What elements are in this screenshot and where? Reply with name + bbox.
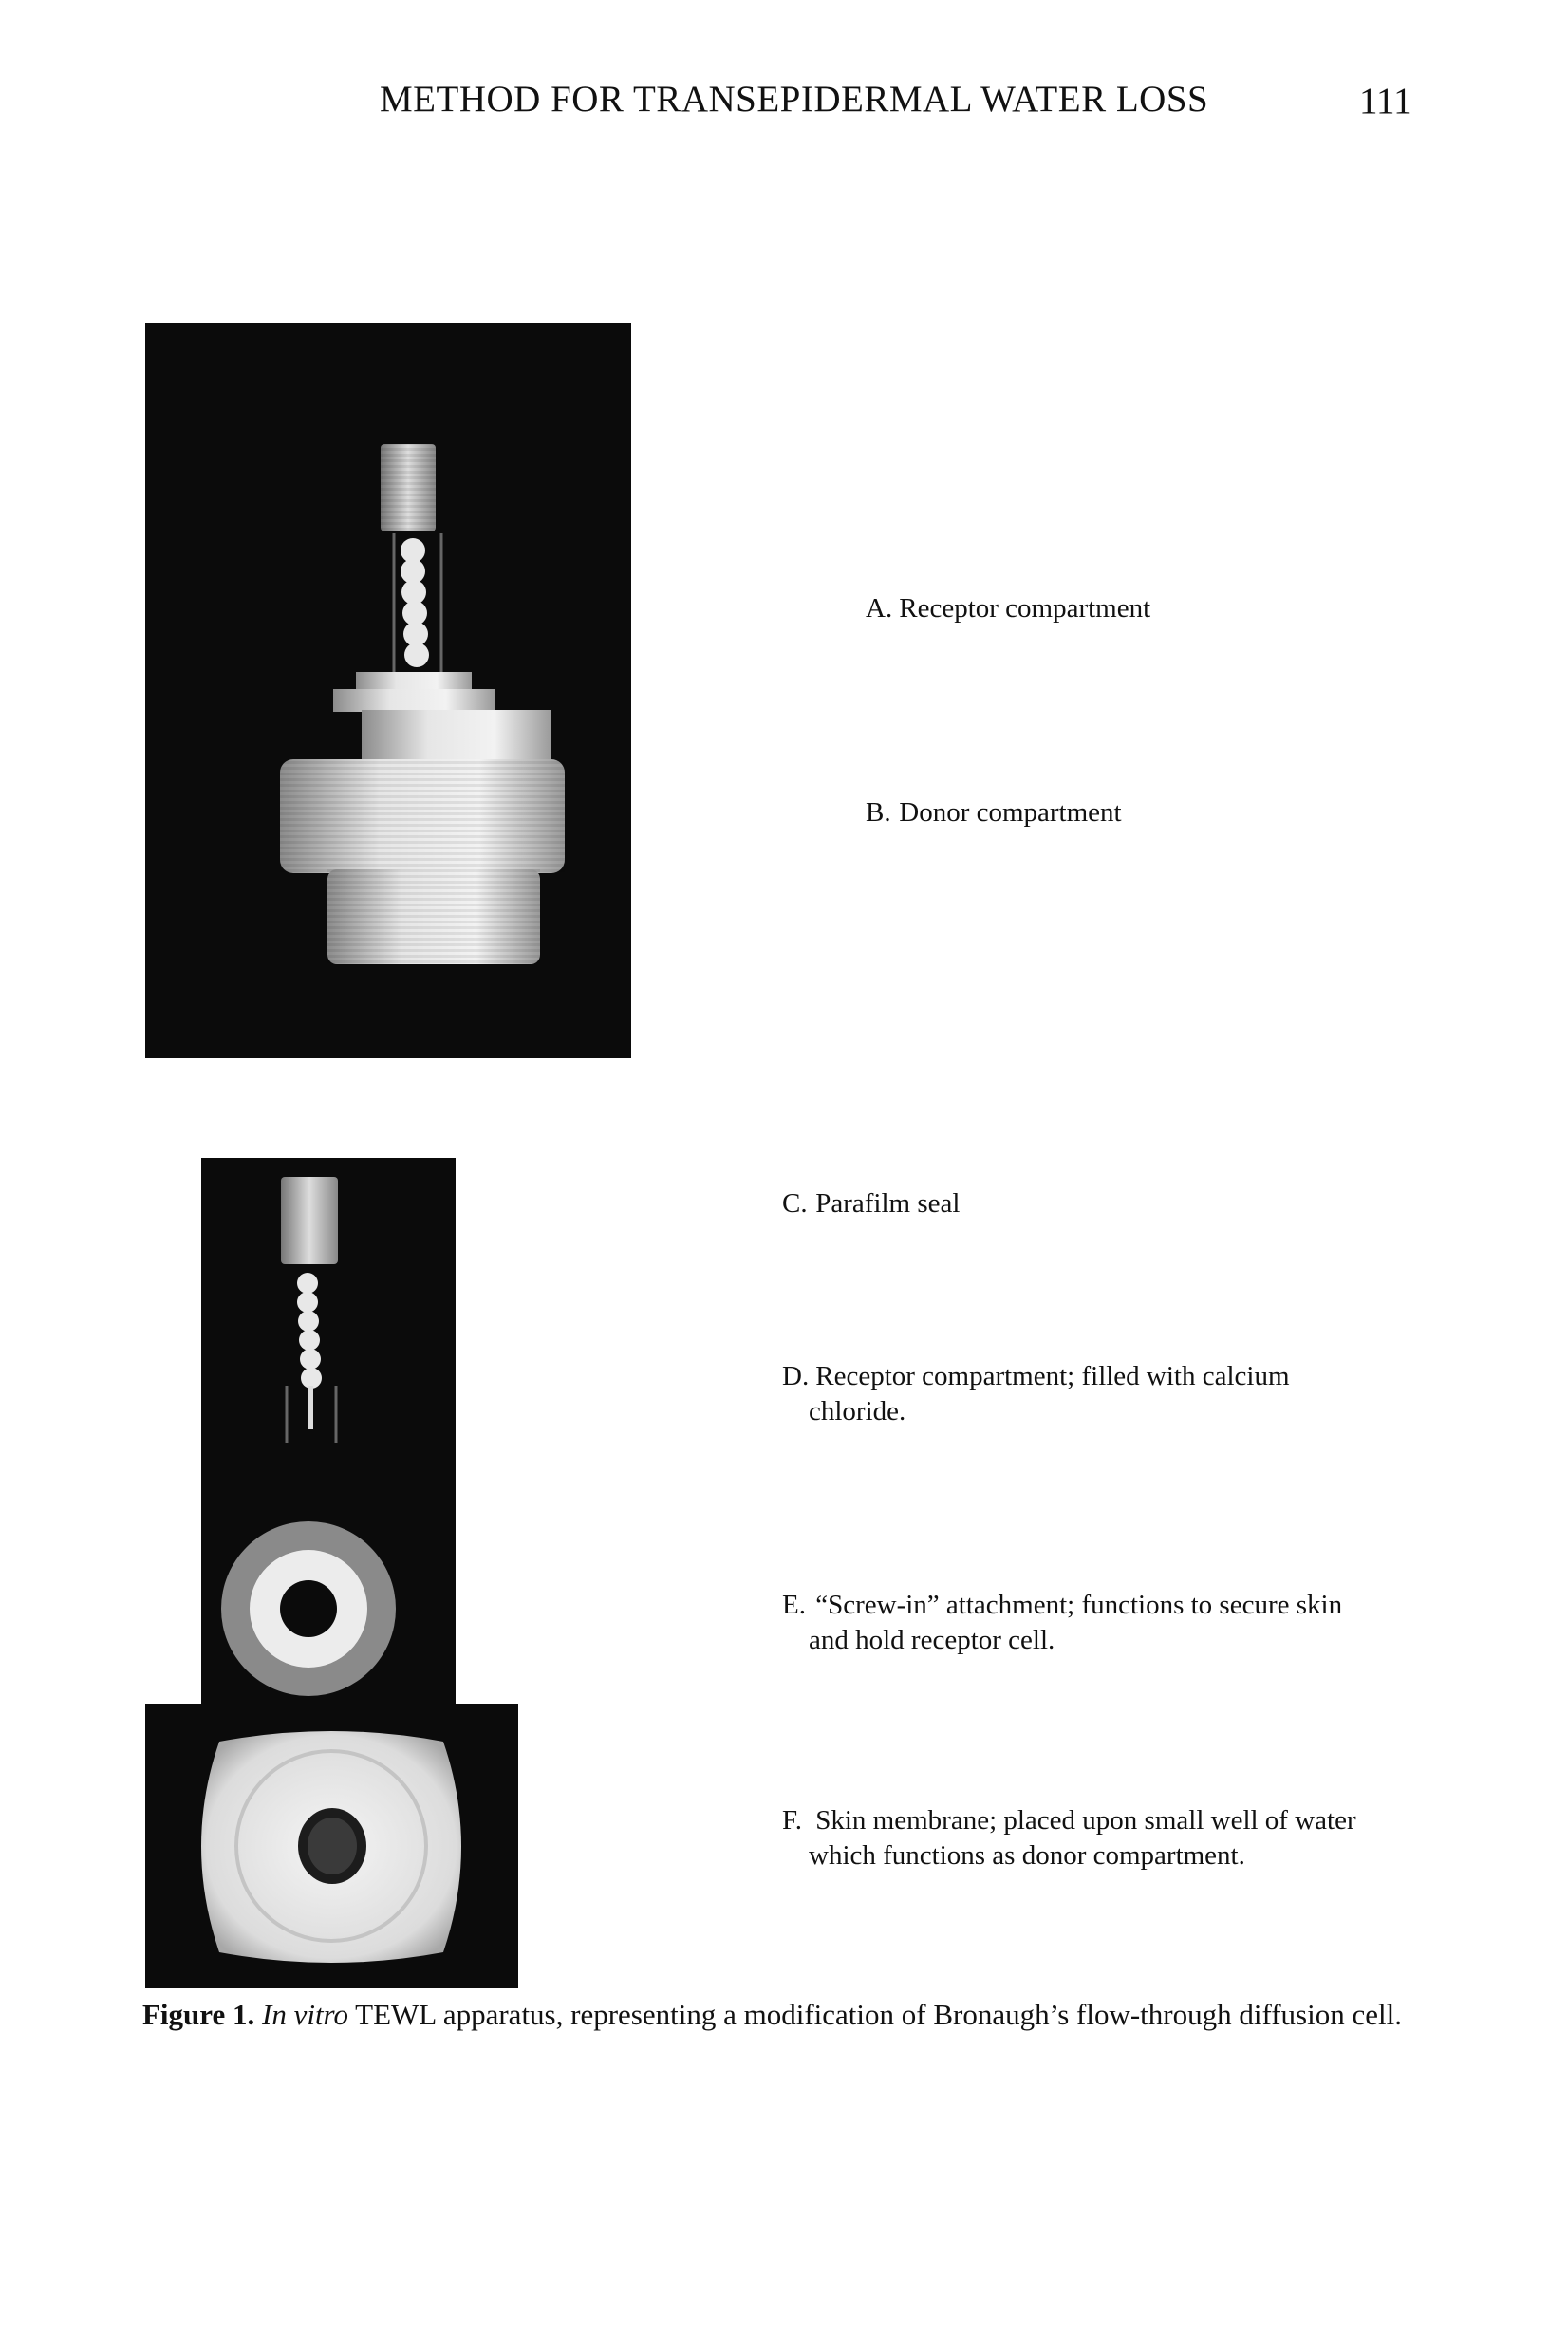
label-text: Donor compartment — [899, 797, 1122, 828]
figure-caption-text: TEWL apparatus, representing a modification of Bronaugh’s flow-through diffusion cell. — [347, 1998, 1402, 2031]
label-b-donor-compartment — [866, 795, 1122, 830]
label-text: Receptor compartment; filled with calcium — [815, 1361, 1290, 1391]
disassembled-components-photo — [201, 1158, 456, 1708]
label-a-receptor-compartment — [866, 591, 1150, 626]
label-text-continued: which functions as donor compartment. — [809, 1840, 1245, 1871]
receptor-and-screw-in-illustration — [201, 1158, 456, 1708]
page-number: 111 — [1359, 81, 1412, 121]
label-e-screw-in-attachment — [782, 1588, 1342, 1658]
figure-caption-label: Figure 1. — [142, 1998, 255, 2031]
donor-compartment-top-view-illustration — [145, 1704, 518, 1988]
figure-caption — [142, 1998, 1402, 2032]
assembled-apparatus-photo — [145, 323, 631, 1058]
label-letter: B. — [866, 797, 891, 828]
label-letter: D. — [782, 1361, 810, 1391]
label-text-continued: chloride. — [809, 1396, 906, 1426]
running-header-title: METHOD FOR TRANSEPIDERMAL WATER LOSS — [380, 79, 1209, 120]
label-d-receptor-filled — [782, 1359, 1290, 1429]
label-f-skin-membrane — [782, 1803, 1356, 1874]
label-text: Parafilm seal — [815, 1188, 961, 1219]
donor-compartment-photo — [145, 1704, 518, 1988]
assembled-apparatus-illustration — [145, 323, 631, 1058]
label-letter: C. — [782, 1188, 808, 1219]
label-letter: E. — [782, 1590, 806, 1620]
figure-caption-italic: In vitro — [262, 1998, 348, 2031]
label-letter: A. — [866, 593, 893, 624]
label-text-continued: and hold receptor cell. — [809, 1625, 1055, 1655]
label-text: Skin membrane; placed upon small well of water — [815, 1805, 1356, 1836]
label-letter: F. — [782, 1805, 803, 1836]
label-c-parafilm-seal — [782, 1186, 960, 1221]
label-text: Receptor compartment — [899, 593, 1151, 624]
label-text: “Screw-in” attachment; functions to secure skin — [815, 1590, 1343, 1620]
